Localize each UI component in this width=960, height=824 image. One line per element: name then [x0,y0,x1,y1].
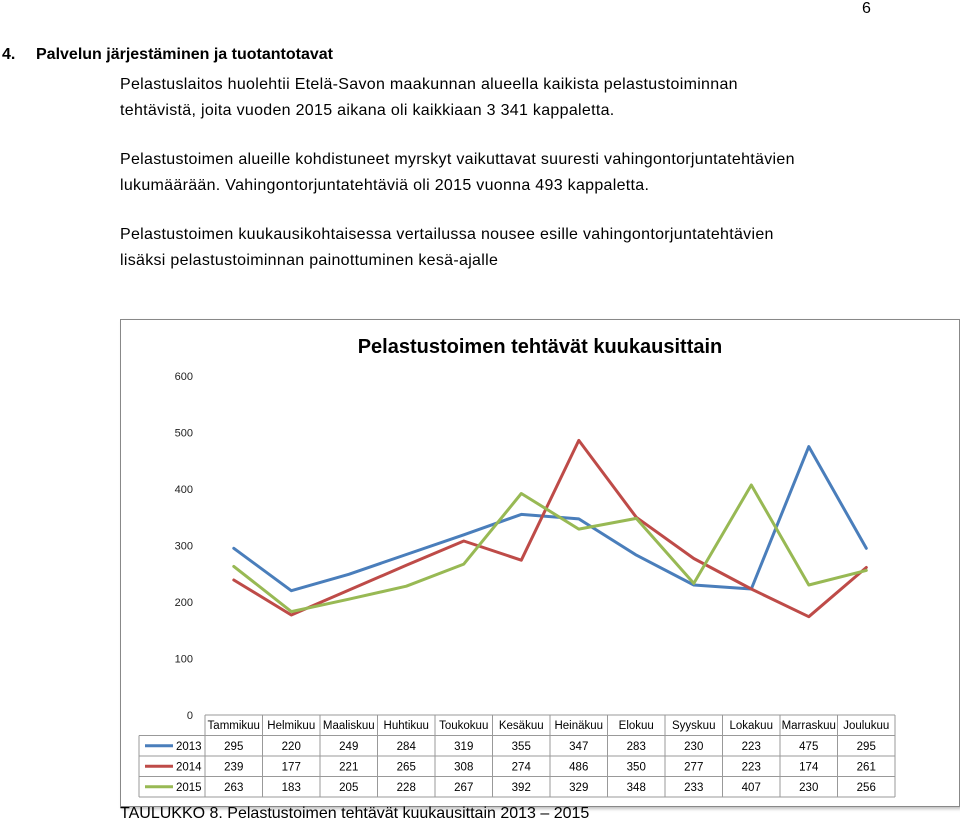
data-value: 348 [626,781,646,794]
data-value: 308 [454,761,474,774]
legend-label: 2013 [176,740,202,753]
paragraph-2 [120,147,930,199]
paragraph-line: Pelastustoimen kuukausikohtaisessa vertailussa nousee esille vahingontorjuntatehtävien [120,226,774,243]
category-label: Elokuu [618,720,654,732]
y-tick-label: 600 [174,371,193,383]
data-value: 230 [799,781,819,794]
paragraph-3 [120,222,930,274]
data-value: 284 [396,740,416,753]
data-value: 233 [684,781,704,794]
data-value: 283 [626,740,646,753]
series-line-2015 [234,485,867,612]
data-value: 277 [684,761,704,774]
page-number: 6 [862,0,871,17]
data-value: 205 [339,781,359,794]
y-tick-label: 200 [174,597,193,609]
paragraph-line: tehtävistä, joita vuoden 2015 aikana oli kaikkiaan 3 341 kappaletta. [120,102,615,119]
y-tick-label: 500 [174,427,193,440]
paragraph-line: Pelastuslaitos huolehtii Etelä-Savon maakunnan alueella kaikista pelastustoiminnan [120,76,738,93]
data-value: 347 [569,740,589,753]
section-title: Palvelun järjestäminen ja tuotantotavat [36,46,333,63]
series-line-2014 [234,440,867,616]
data-value: 263 [224,781,244,794]
data-value: 407 [741,781,761,794]
category-label: Kesäkuu [498,720,544,732]
data-value: 329 [569,781,589,794]
category-label: Maaliskuu [322,720,375,732]
paragraph-line: lukumäärään. Vahingontorjuntatehtäviä oli 2015 vuonna 493 kappaletta. [120,177,650,194]
data-value: 295 [856,740,876,753]
y-tick-label: 300 [174,540,193,553]
data-value: 261 [856,761,876,774]
legend-label: 2015 [176,781,202,794]
category-label: Helmikuu [267,720,316,732]
table-caption: TAULUKKO 8. Pelastustoimen tehtävät kuukausittain 2013 – 2015 [120,805,590,822]
data-value: 392 [511,781,531,794]
category-label: Joulukuu [843,720,890,732]
line-chart [121,320,959,806]
category-label: Tammikuu [207,720,260,732]
section-heading [2,46,333,64]
chart-title: Pelastustoimen tehtävät kuukausittain [357,336,723,358]
paragraph-line: lisäksi pelastustoiminnan painottuminen kesä-ajalle [120,252,499,269]
data-value: 220 [281,740,301,753]
data-value: 350 [626,761,646,774]
category-label: Huhtikuu [383,720,429,732]
data-value: 223 [741,761,761,774]
data-value: 228 [396,781,416,794]
y-tick-label: 100 [174,653,193,666]
data-value: 295 [224,740,244,753]
section-number: 4. [2,46,16,63]
category-label: Syyskuu [672,720,716,732]
legend-label: 2014 [176,761,202,774]
category-label: Heinäkuu [554,720,604,732]
data-value: 267 [454,781,474,794]
category-label: Toukokuu [439,720,489,732]
data-value: 177 [281,761,301,774]
data-value: 486 [569,761,589,774]
paragraph-1 [120,72,930,124]
y-tick-label: 0 [186,710,193,722]
y-tick-label: 400 [174,484,193,496]
data-value: 256 [856,781,876,794]
data-value: 174 [799,761,819,774]
paragraph-line: Pelastustoimen alueille kohdistuneet myrskyt vaikuttavat suuresti vahingontorjuntatehtävien [120,151,795,168]
data-value: 355 [511,740,531,753]
data-value: 183 [281,781,301,794]
category-label: Lokakuu [729,720,773,732]
data-value: 249 [339,740,359,753]
data-value: 223 [741,740,761,753]
data-value: 265 [396,761,416,774]
data-value: 274 [511,761,531,774]
category-label: Marraskuu [781,720,836,732]
chart-container [120,319,960,807]
data-value: 221 [339,761,359,774]
data-value: 230 [684,740,704,753]
data-value: 475 [799,740,819,753]
data-value: 239 [224,761,244,774]
data-value: 319 [454,740,474,753]
